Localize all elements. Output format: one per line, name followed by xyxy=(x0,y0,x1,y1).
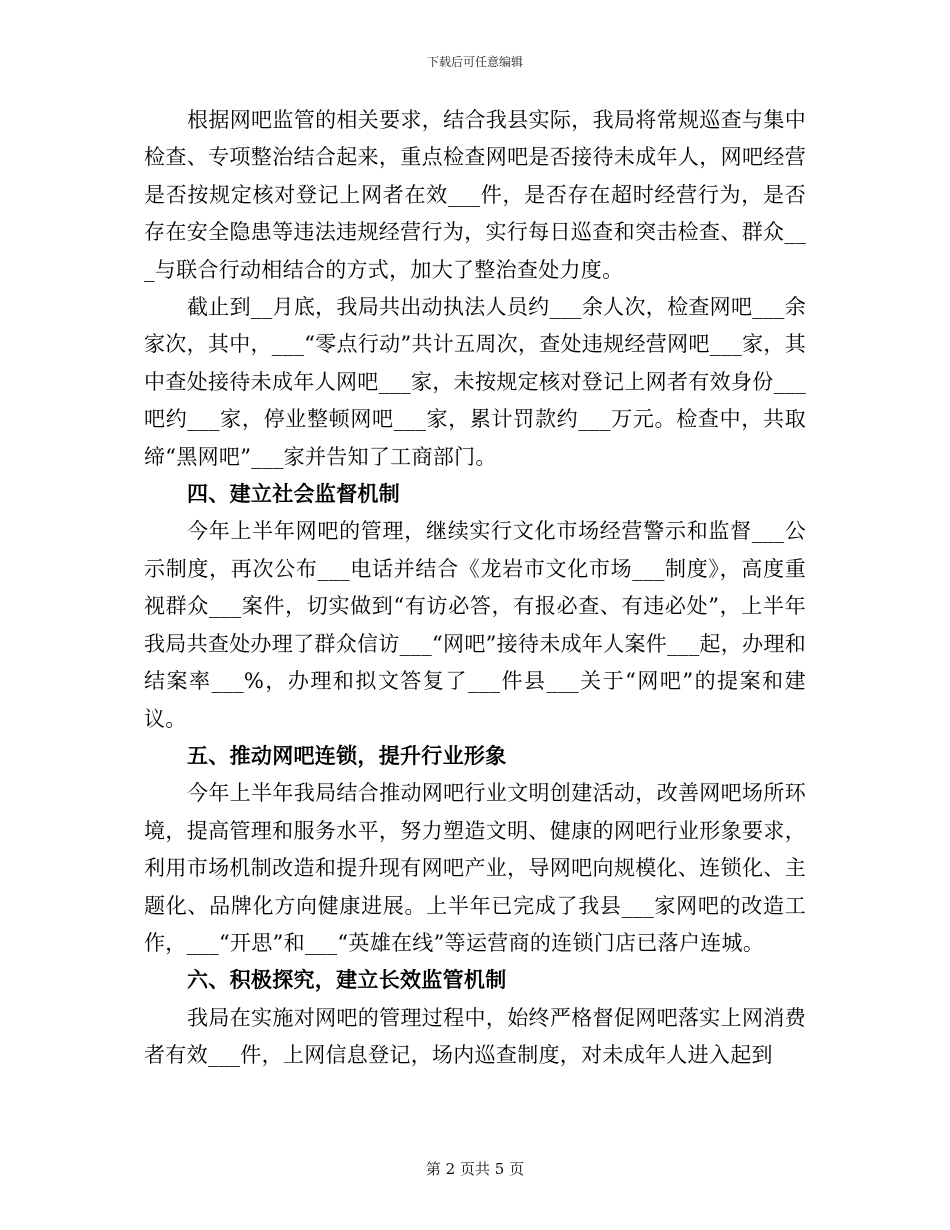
section-heading-6: 六、积极探究，建立长效监管机制 xyxy=(187,968,507,993)
page-number: 第 2 页共 5 页 xyxy=(425,1160,525,1178)
document-body xyxy=(144,102,806,1075)
section-heading-4: 四、建立社会监督机制 xyxy=(187,482,400,507)
section-heading-5: 五、推动网吧连锁，提升行业形象 xyxy=(187,743,507,768)
paragraph-inspection: 根据网吧监管的相关要求，结合我县实际，我局将常规巡查与集中检查、专项整治结合起来，重点检查网吧是否接待未成年人，网吧经营是否按规定核对登记上网者在效___件，是否存在超时经营行为，是否存在安全隐患等违法违规经营行为，实行每日巡查和突击检查、群众___与联合行动相结合的方式，加大了整治查处力度。 xyxy=(144,108,806,282)
paragraph-statistics: 截止到__月底，我局共出动执法人员约___余人次，检查网吧___余家次，其中，___“零点行动”共计五周次，查处违规经营网吧___家，其中查处接待未成年人网吧___家，未按规定核对登记上网者有效身份___吧约___家，停业整顿网吧___家，累计罚款约___万元。检查中，共取缔“黑网吧”___家并告知了工商部门。 xyxy=(144,295,806,469)
section-paragraph-6: 我局在实施对网吧的管理过程中，始终严格督促网吧落实上网消费者有效___件，上网信息登记，场内巡查制度，对未成年人进入起到 xyxy=(144,1005,806,1068)
section-paragraph-4: 今年上半年网吧的管理，继续实行文化市场经营警示和监督___公示制度，再次公布___电话并结合《龙岩市文化市场___制度》，高度重视群众___案件，切实做到“有访必答，有报必查、有违必处”，上半年我局共查处办理了群众信访___“网吧”接待未成年人案件___起，办理和结案率___%，办理和拟文答复了___件县___关于“网吧”的提案和建议。 xyxy=(144,519,806,731)
section-paragraph-5: 今年上半年我局结合推动网吧行业文明创建活动，改善网吧场所环境，提高管理和服务水平，努力塑造文明、健康的网吧行业形象要求，利用市场机制改造和提升现有网吧产业，导网吧向规模化、连锁化、主题化、品牌化方向健康进展。上半年已完成了我县___家网吧的改造工作，___“开思”和___“英雄在线”等运营商的连锁门店已落户连城。 xyxy=(144,781,806,955)
page-header: 下载后可任意编辑 xyxy=(426,55,523,69)
